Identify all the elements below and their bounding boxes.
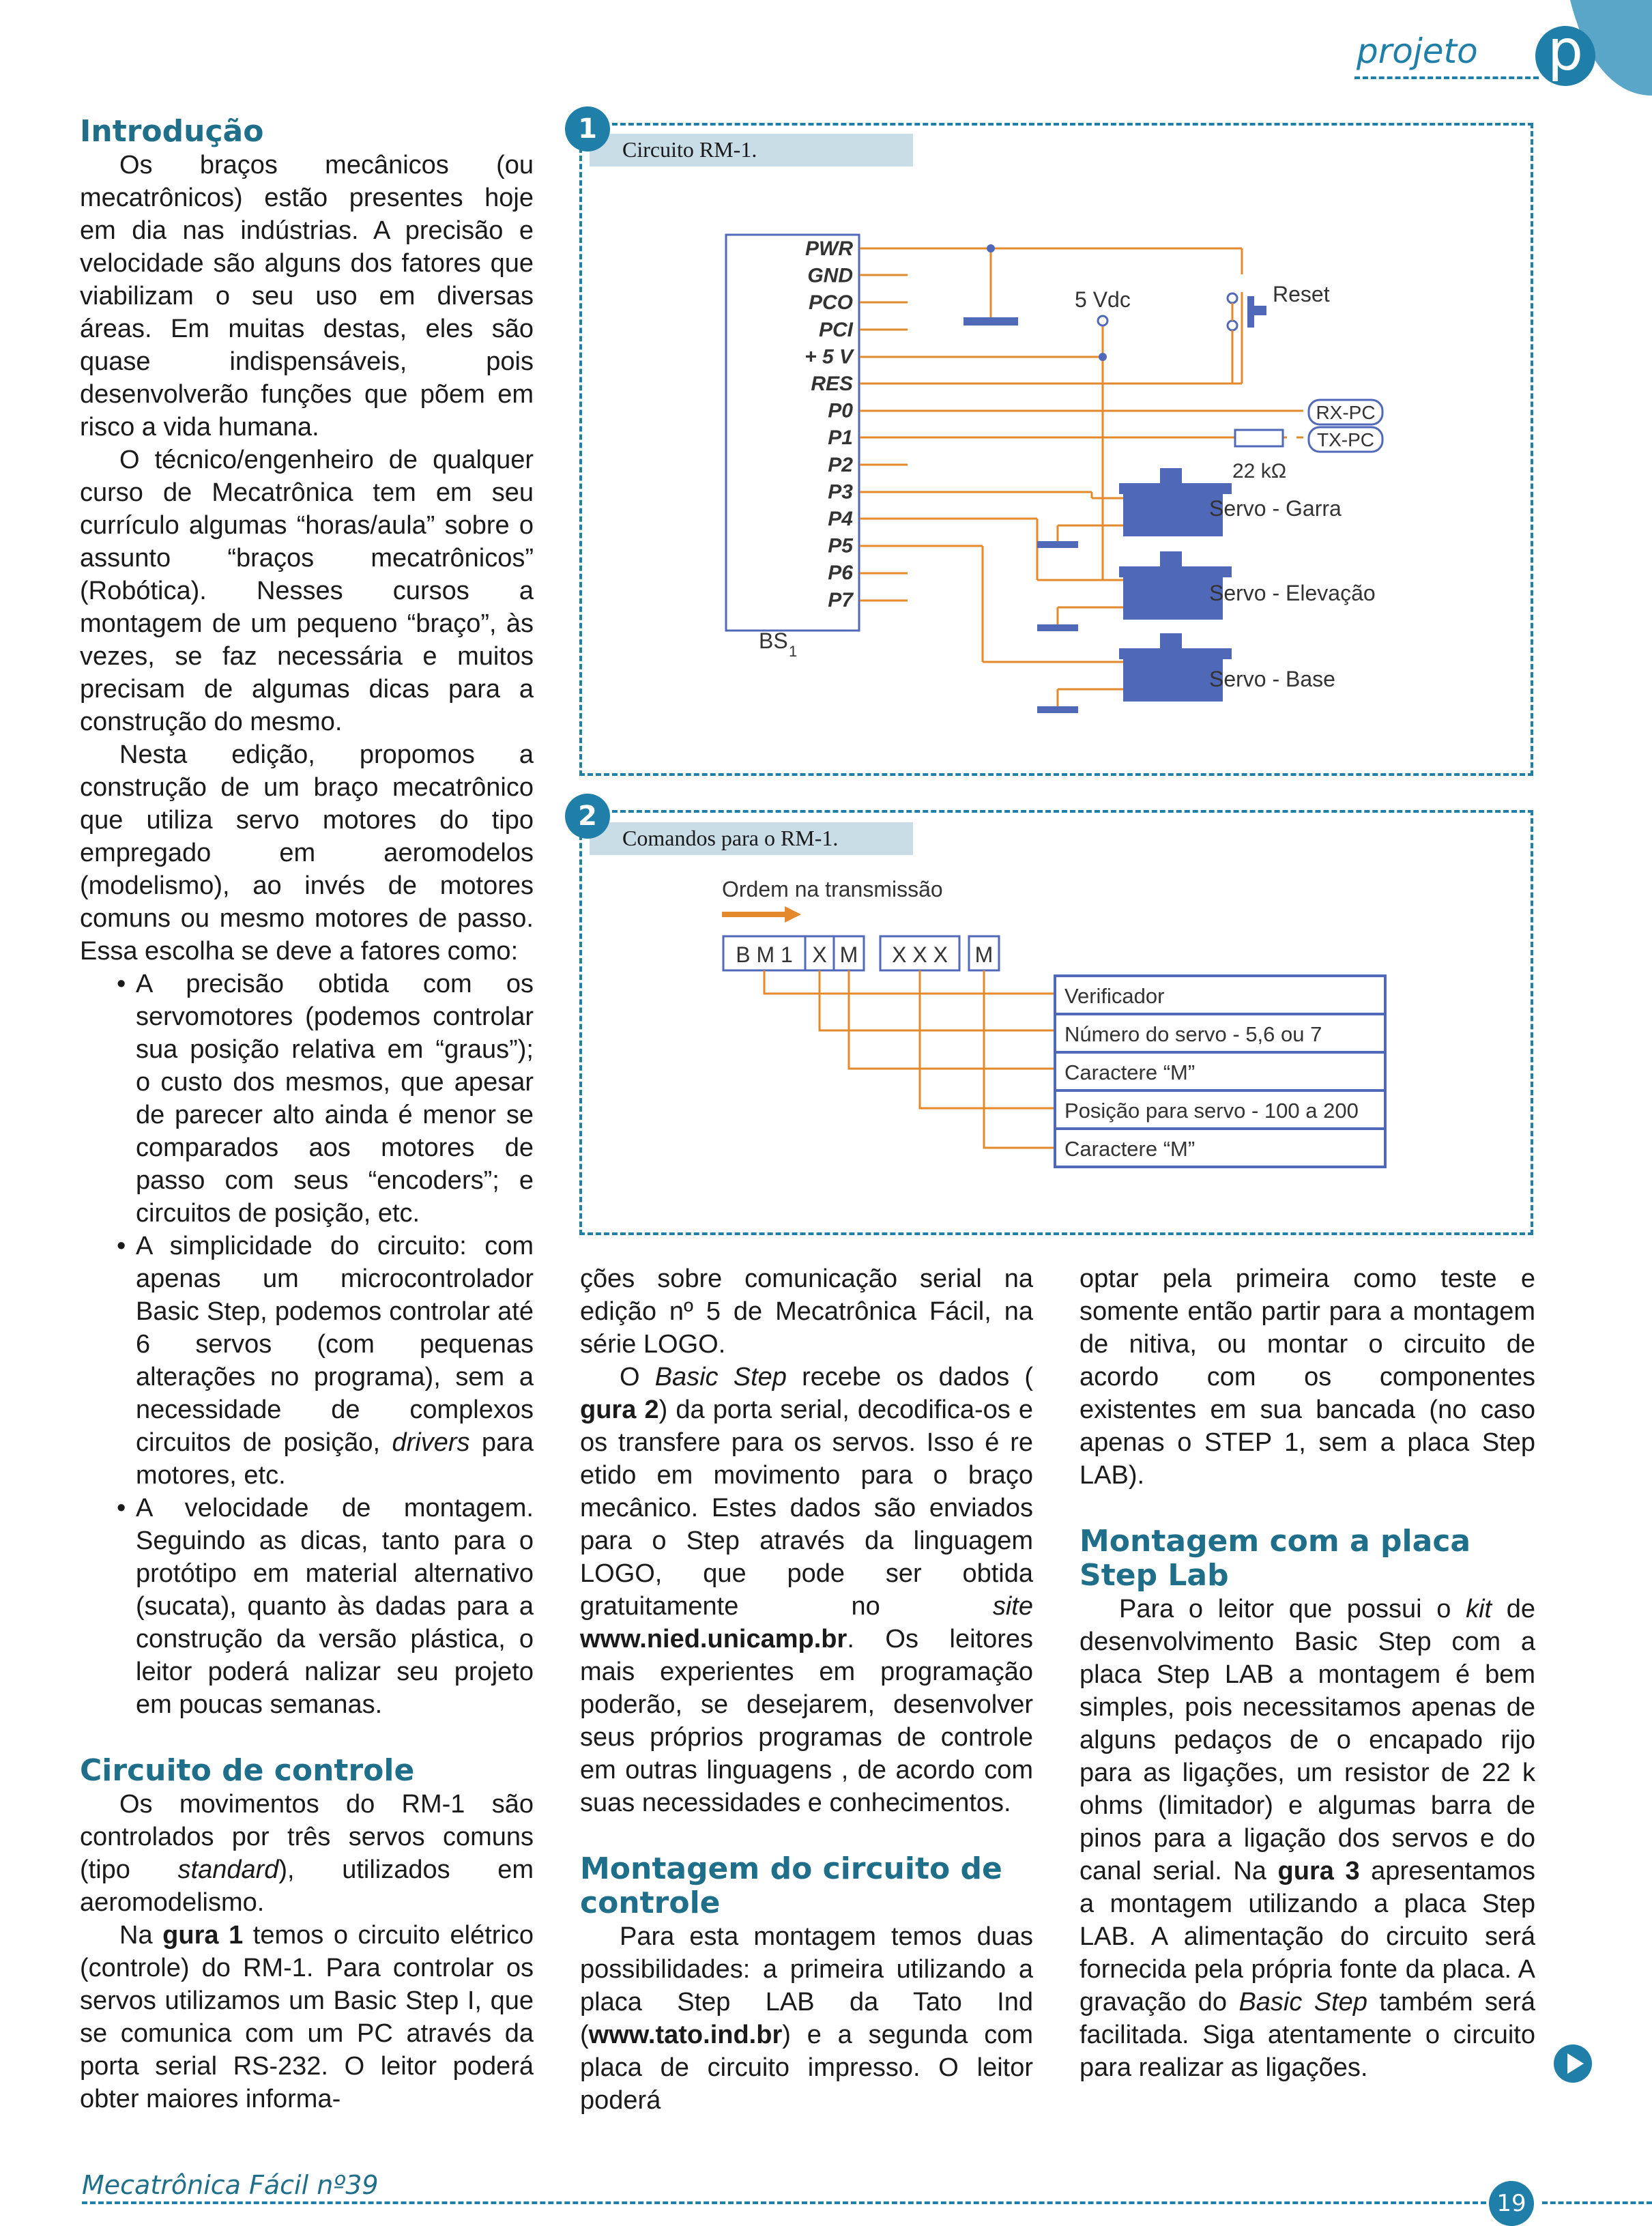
heading-introducao: Introdução	[80, 114, 264, 149]
chip-label: BS	[759, 628, 788, 653]
column-2	[580, 1262, 1033, 2117]
figure-1-number: 1	[565, 106, 610, 151]
resistor-label: 22 kΩ	[1232, 460, 1287, 482]
bullet-list	[80, 968, 534, 1721]
chip-pin-label: P6	[828, 562, 853, 585]
chip-pin-label: PCO	[808, 291, 853, 315]
page-number: 19	[1489, 2181, 1534, 2226]
bullet-item: • A velocidade de montagem. Seguindo as dicas, tanto para o protótipo em material alternativo (sucata), quanto às dadas para a construção da versão plástica, o leitor poderá nalizar seu projeto em poucas semanas.	[80, 1492, 534, 1721]
chip-pin-label: P3	[828, 480, 853, 504]
label-caractere-m: Caractere “M”	[1064, 1060, 1195, 1084]
paragraph: ções sobre comunicação serial na edição nº 5 de Mecatrônica Fácil, na série LOGO.	[580, 1264, 1033, 1359]
section-logo	[1535, 18, 1595, 86]
footer-rule-right	[1542, 2201, 1652, 2204]
bullet-item: • A precisão obtida com os servomotores (podemos controlar sua posição relativa em “graus”); o custo dos mesmos, que apesar de parecer alto ainda é menor se comparados aos motores de passo com seus “encoders”; e circuitos de posição, etc.	[80, 968, 534, 1230]
servo-garra-label: Servo - Garra	[1209, 496, 1342, 521]
figure-2-number: 2	[565, 794, 610, 839]
cell-xxx: X X X	[892, 942, 948, 967]
cell-x: X	[812, 942, 827, 967]
order-label: Ordem na transmissão	[722, 877, 943, 901]
label-numero-servo: Número do servo - 5,6 ou 7	[1064, 1022, 1322, 1046]
chip-pin-label: P2	[828, 453, 853, 476]
column-3	[1079, 1262, 1535, 2084]
header-rule	[1354, 76, 1539, 79]
chip-pin-label: P5	[828, 534, 853, 558]
paragraph: Para esta montagem temos duas possibilidades: a primeira utilizando a placa Step LAB da Tato Ind (www.tato.ind.br) e a segunda com placa de circuito impresso. O leitor poderá	[580, 1922, 1033, 2115]
paragraph: Os braços mecânicos (ou mecatrônicos) estão presentes hoje em dia nas indústrias. A precisão e velocidade são alguns dos fatores que viabilizam o seu uso em diversas áreas. Em muitas destas, eles são quase indispensáveis, pois desenvolverão funções que põem em risco a vida humana.	[80, 151, 534, 442]
chip-pin-label: P1	[828, 427, 853, 450]
resistor	[1235, 430, 1283, 446]
reset-label: Reset	[1273, 282, 1330, 306]
logo-letter: p	[1547, 18, 1584, 83]
cell-m: M	[839, 942, 858, 967]
vdc-label: 5 Vdc	[1075, 287, 1131, 312]
label-posicao: Posição para servo - 100 a 200	[1064, 1099, 1359, 1123]
cell-m-end: M	[974, 942, 994, 967]
paragraph: Os movimentos do RM-1 são controlados por três servos comuns (tipo standard), utilizados em aeromodelismo.	[80, 1790, 534, 1917]
footer-rule	[82, 2201, 1494, 2204]
servo-base-label: Servo - Base	[1209, 667, 1335, 691]
chip-pin-label: P4	[828, 508, 853, 530]
servo-elevacao-label: Servo - Elevação	[1209, 581, 1376, 605]
chip-pin-label: + 5 V	[805, 345, 853, 368]
column-1	[80, 115, 534, 2115]
footer-magazine: Mecatrônica Fácil nº39	[82, 2170, 379, 2200]
paragraph: O Basic Step recebe os dados ( gura 2) da porta serial, decodifica-os e os transfere para os servos. Isso é re etido em movimento para o braço mecânico. Estes dados são enviados para o Step através da linguagem LOGO, que pode ser obtida gratuitamente no site www.nied.unicamp.br. Os leitores mais experientes em programação poderão, se desejarem, desenvolver seus próprios programas de controle em outras linguagens , de acordo com suas necessidades e conhecimentos.	[580, 1363, 1033, 1817]
circuit-diagram	[710, 225, 1392, 730]
heading-montagem-circuito: Montagem do circuito de controle	[580, 1851, 1002, 1920]
tx-label: TX-PC	[1317, 429, 1374, 450]
label-caractere-m-end: Caractere “M”	[1064, 1137, 1195, 1161]
chip-subscript: 1	[789, 643, 798, 660]
label-verificador: Verificador	[1064, 984, 1165, 1008]
paragraph: Para o leitor que possui o kit de desenvolvimento Basic Step com a placa Step LAB a montagem é bem simples, pois necessitamos apenas de alguns pedaços de o encapado rijo para as ligações, um resistor de 22 k ohms (limitador) e algumas barra de pinos para a ligação dos servos e do canal serial. Na gura 3 apresentamos a montagem utilizando a placa Step LAB. A alimentação do circuito será fornecida pela própria fonte da placa. A gravação do Basic Step também será facilitada. Siga atentamente o circuito para realizar as ligações.	[1079, 1595, 1535, 2082]
chip-pin-label: PCI	[818, 318, 853, 341]
chip-pin-label: GND	[807, 264, 853, 287]
paragraph: Na gura 1 temos o circuito elétrico (controle) do RM-1. Para controlar os servos utilizamos um Basic Step I, que se comunica com um PC através da porta serial RS-232. O leitor poderá obter maiores informa-	[80, 1921, 534, 2113]
chip-pin-label: P7	[828, 588, 853, 611]
paragraph: O técnico/engenheiro de qualquer curso de Mecatrônica tem em seu currículo algumas “horas/aula” sobre o assunto “braços mecatrônicos” (Robótica). Nesses cursos a montagem de um pequeno “braço”, às vezes, se faz necessária e muitos precisam de algumas dicas para a construção do mesmo.	[80, 446, 534, 736]
paragraph: optar pela primeira como teste e somente então partir para a montagem de nitiva, ou montar o circuito de acordo com os componentes existentes em sua bancada (no caso apenas o STEP 1, sem a placa Step LAB).	[1079, 1264, 1535, 1490]
command-diagram	[716, 873, 1399, 1174]
paragraph: Nesta edição, propomos a construção de um braço mecatrônico que utiliza servo motores do tipo empregado em aeromodelos (modelismo), ao invés de motores comuns ou mesmo motores de passo. Essa escolha se deve a fatores como:	[80, 740, 534, 966]
rx-label: RX-PC	[1316, 402, 1376, 423]
chip-pin-label: RES	[811, 373, 853, 395]
chip-pin-label: P0	[828, 399, 853, 422]
section-label: projeto	[1357, 31, 1478, 71]
cell-bm1: B M 1	[736, 942, 793, 967]
figure-1-caption: Circuito RM-1.	[590, 134, 913, 167]
chip-pin-label: PWR	[805, 237, 853, 260]
bullet-item: • A simplicidade do circuito: com apenas um microcontrolador Basic Step, podemos controlar até 6 servos (com pequenas alterações no programa), sem a necessidade de complexos circuitos de posição, drivers para motores, etc.	[80, 1230, 534, 1492]
figure-2-caption: Comandos para o RM-1.	[590, 822, 913, 855]
heading-circuito-de-controle: Circuito de controle	[80, 1753, 415, 1788]
continue-arrow-icon[interactable]	[1552, 2043, 1593, 2084]
heading-montagem-step-lab: Montagem com a placa Step Lab	[1079, 1524, 1471, 1593]
